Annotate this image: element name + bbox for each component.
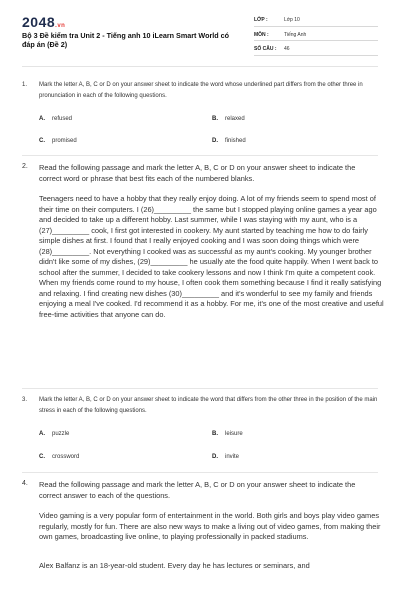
meta-label: LỚP : [254, 17, 268, 24]
option-d[interactable] [212, 454, 239, 460]
option-b[interactable] [212, 116, 245, 122]
meta-value: Lớp 10 [284, 17, 300, 24]
header-divider [22, 66, 378, 67]
option-a[interactable] [39, 116, 72, 122]
option-a[interactable] [39, 431, 69, 437]
meta-info-box [254, 15, 378, 59]
passage-paragraph: Alex Balfanz is an 18-year-old student. Every day he has lectures or seminars, and [39, 560, 310, 570]
question-1 [22, 82, 378, 152]
option-letter: A. [39, 116, 45, 122]
question-divider [22, 388, 378, 389]
option-c[interactable] [39, 138, 77, 144]
reading-passage [39, 511, 387, 583]
option-text: puzzle [52, 431, 70, 437]
page-header [0, 0, 400, 64]
option-text: finished [225, 138, 246, 144]
option-c[interactable] [39, 454, 79, 460]
option-d[interactable] [212, 138, 246, 144]
option-letter: A. [39, 431, 45, 437]
meta-row-class [254, 15, 378, 27]
logo-suffix-text: .vn [55, 23, 66, 29]
option-text: promised [52, 138, 77, 144]
option-text: refused [52, 116, 73, 122]
question-divider [22, 155, 378, 156]
question-number: 1. [22, 82, 28, 88]
passage-paragraph: Teenagers need to have a hobby that they really enjoy doing. A lot of my friends seem to spend most of their time on their computers. I (26)_________ the same but I stopped playing online games a year ago and decided to take up a different hobby. Last summer, while I was staying with my aunt, who is a (27)_________ cook, I first got interested in cookery. My aunt started by teaching me how to do fairly simple dishes at first. I found that I really enjoyed cooking and I was soon doing things which were (28)_________. Not everything I cooked was as successful as my aunt's cooking. My younger brother didn't like some of my dishes, (29)_________ he usually ate the food quite happily. When I went back to school after the summer, I decided to take cookery lessons and now I think I'm quite a competent cook. When my friends come round to my house, I often cook them something because I find it really satisfying and relaxing. I find creating new dishes (30)_________ and it's wonderful to see my family and friends enjoying a meal I've cooked. I'd recommend it as a hobby. For me, it's one of the most creative and useful free-time activities that anyone can do. [39, 194, 384, 319]
option-letter: D. [212, 138, 218, 144]
passage-paragraph: Video gaming is a very popular form of entertainment in the world. Both girls and boys play video games regularly, mostly for fun. There are also new ways to make a living out of video games, from making their own games, broadcasting live online, to playing professionally in packed stadiums. [39, 511, 381, 541]
option-text: leisure [225, 431, 243, 437]
question-text: Read the following passage and mark the letter A, B, C or D on your answer sheet to indicate the correct word or phrase that best fits each of the numbered blanks. [39, 163, 356, 183]
question-4 [22, 480, 381, 600]
option-text: relaxed [225, 116, 245, 122]
question-text: Read the following passage and mark the letter A, B, C or D on your answer sheet to indicate the correct answer to each of the questions. [39, 480, 356, 500]
meta-row-subject [254, 30, 378, 42]
option-letter: C. [39, 454, 45, 460]
meta-value: 46 [284, 46, 290, 53]
document-title: Bộ 3 Đề kiểm tra Unit 2 - Tiếng anh 10 iLearn Smart World có đáp án (Đề 2) [22, 31, 230, 49]
meta-value: Tiếng Anh [284, 31, 307, 38]
reading-passage [39, 194, 387, 332]
option-letter: B. [212, 431, 218, 437]
option-text: invite [225, 454, 240, 460]
option-b[interactable] [212, 431, 243, 437]
meta-label: MÔN : [254, 31, 269, 38]
site-logo[interactable] [22, 14, 65, 30]
meta-row-count [254, 44, 378, 56]
question-number: 3. [22, 397, 28, 403]
question-number: 4. [22, 480, 28, 487]
question-divider [22, 472, 378, 473]
option-letter: B. [212, 116, 218, 122]
option-letter: D. [212, 454, 218, 460]
question-text: Mark the letter A, B, C or D on your answer sheet to indicate the word that differs from the other three in the position of the main stress in each of the following questions. [39, 397, 378, 414]
question-text: Mark the letter A, B, C or D on your answer sheet to indicate the word whose underlined part differs from the other three in pronunciation in each of the following questions. [39, 82, 363, 99]
logo-main-text: 2048 [22, 14, 56, 30]
meta-label: SỐ CÂU : [254, 46, 277, 53]
question-3 [22, 397, 378, 467]
option-text: crossword [52, 454, 80, 460]
option-letter: C. [39, 138, 45, 144]
question-number: 2. [22, 163, 28, 170]
